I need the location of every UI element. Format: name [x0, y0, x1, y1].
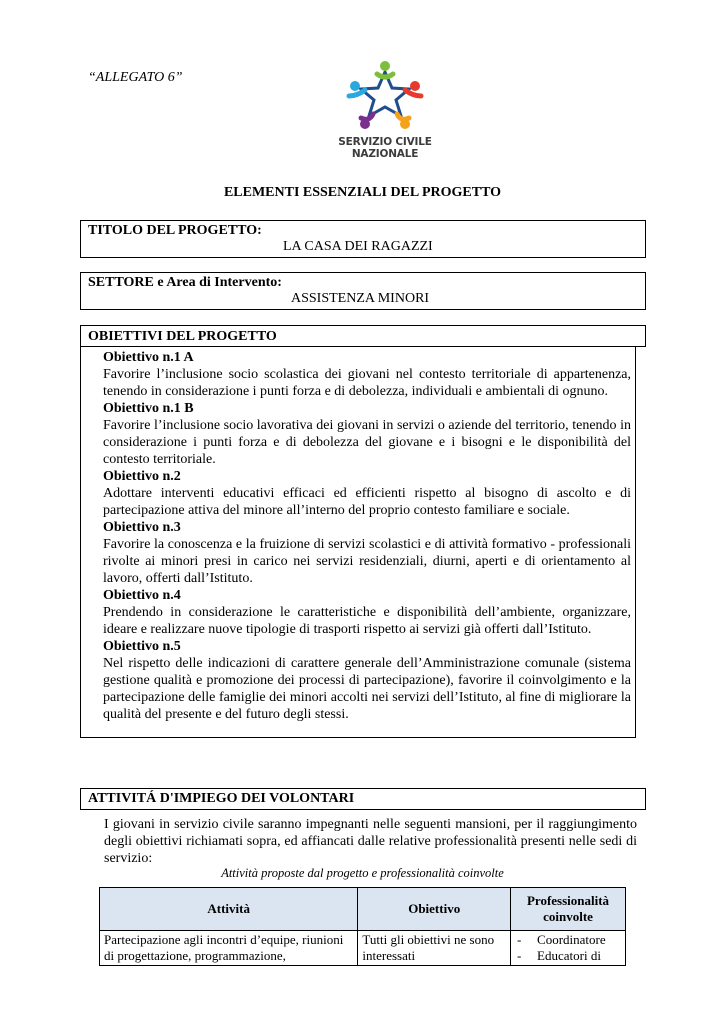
header-attivita: Attività — [100, 888, 358, 931]
obiettivi-label: OBIETTIVI DEL PROGETTO — [88, 329, 277, 344]
obiettivo-item — [103, 587, 631, 638]
settore-label: SETTORE e Area di Intervento: — [88, 275, 282, 290]
obiettivo-title: Obiettivo n.4 — [103, 588, 181, 603]
attivita-intro: I giovani in servizio civile saranno impegnanti nelle seguenti mansioni, per il raggiungimento degli obiettivi richiamati sopra, ed affiancati dalle relative professionalità presenti nelle sedi di servizio: — [104, 817, 637, 866]
list-item: - Coordinatore — [515, 932, 621, 948]
obiettivo-item — [103, 468, 631, 519]
obiettivo-title: Obiettivo n.2 — [103, 469, 181, 484]
obiettivo-text: Nel rispetto delle indicazioni di carattere generale dell’Amministrazione comunale (sistema gestione qualità e promozione dei processi di partecipazione), favorire il coinvolgimento e la partecipazione delle famiglie dei minori accolti nei servizi dell’Istituto, al fine di migliorare la qualità del presente e del futuro degli stessi. — [103, 656, 631, 722]
obiettivo-item — [103, 400, 631, 468]
obiettivo-text: Adottare interventi educativi efficaci ed efficienti rispetto al bisogno di ascolto e di partecipazione attiva del minore all’interno del proprio contesto familiare e sociale. — [103, 486, 631, 518]
titolo-box — [80, 220, 646, 258]
obiettivo-item — [103, 519, 631, 587]
list-item: - Educatori di — [515, 948, 621, 964]
titolo-label: TITOLO DEL PROGETTO: — [88, 223, 262, 238]
cell-obiettivo: Tutti gli obiettivi ne sono interessati — [358, 931, 511, 966]
obiettivo-text: Favorire l’inclusione socio lavorativa dei giovani in servizi o aziende del territorio, tenendo in considerazione i punti forza e di debolezza del giovane e i bisogni e le disponibilità del contesto territoriale. — [103, 418, 631, 467]
allegato-label: “ALLEGATO 6” — [88, 70, 183, 85]
obiettivo-item — [103, 638, 631, 723]
obiettivo-title: Obiettivo n.1 B — [103, 401, 194, 416]
cell-professionalita — [511, 931, 626, 966]
servizio-civile-logo — [335, 58, 435, 170]
star-people-icon — [335, 58, 435, 133]
obiettivo-title: Obiettivo n.5 — [103, 639, 181, 654]
page-title: ELEMENTI ESSENZIALI DEL PROGETTO — [223, 185, 502, 200]
obiettivo-text: Favorire l’inclusione socio scolastica dei giovani nel contesto territoriale di appartenenza, tenendo in considerazione i punti forza e di debolezza, individuali e ambientali di ognuno. — [103, 367, 631, 399]
attivita-label: ATTIVITÁ D'IMPIEGO DEI VOLONTARI — [88, 791, 355, 806]
header-professionalita: Professionalità coinvolte — [511, 888, 626, 931]
logo-text-line2: NAZIONALE — [351, 148, 419, 160]
obiettivi-body — [80, 346, 636, 738]
header-obiettivo: Obiettivo — [358, 888, 511, 931]
table-header-row — [100, 888, 626, 931]
cell-attivita: Partecipazione agli incontri d’equipe, riunioni di progettazione, programmazione, — [100, 931, 358, 966]
obiettivo-text: Favorire la conoscenza e la fruizione di servizi scolastici e di attività formativo - professionali rivolte ai minori presi in carico nei servizi residenziali, diurni, aperti e di orientamento al lavoro, offerti dall’Istituto. — [103, 537, 631, 586]
obiettivi-header — [80, 325, 646, 347]
attivita-table — [99, 887, 626, 966]
settore-value: ASSISTENZA MINORI — [291, 291, 430, 306]
attivita-header — [80, 788, 646, 810]
settore-box — [80, 272, 646, 310]
titolo-value: LA CASA DEI RAGAZZI — [283, 239, 433, 254]
obiettivo-title: Obiettivo n.3 — [103, 520, 181, 535]
obiettivo-title: Obiettivo n.1 A — [103, 350, 194, 365]
obiettivo-item — [103, 349, 631, 400]
table-row — [100, 931, 626, 966]
obiettivo-text: Prendendo in considerazione le caratteristiche e disponibilità dell’ambiente, organizzare, ideare e realizzare nuove tipologie di trasporti rispetto ai servizi già offerti dall’Istituto. — [103, 605, 631, 637]
logo-text-line1: SERVIZIO CIVILE — [338, 136, 432, 148]
table-caption: Attività proposte dal progetto e professionalità coinvolte — [221, 866, 504, 880]
